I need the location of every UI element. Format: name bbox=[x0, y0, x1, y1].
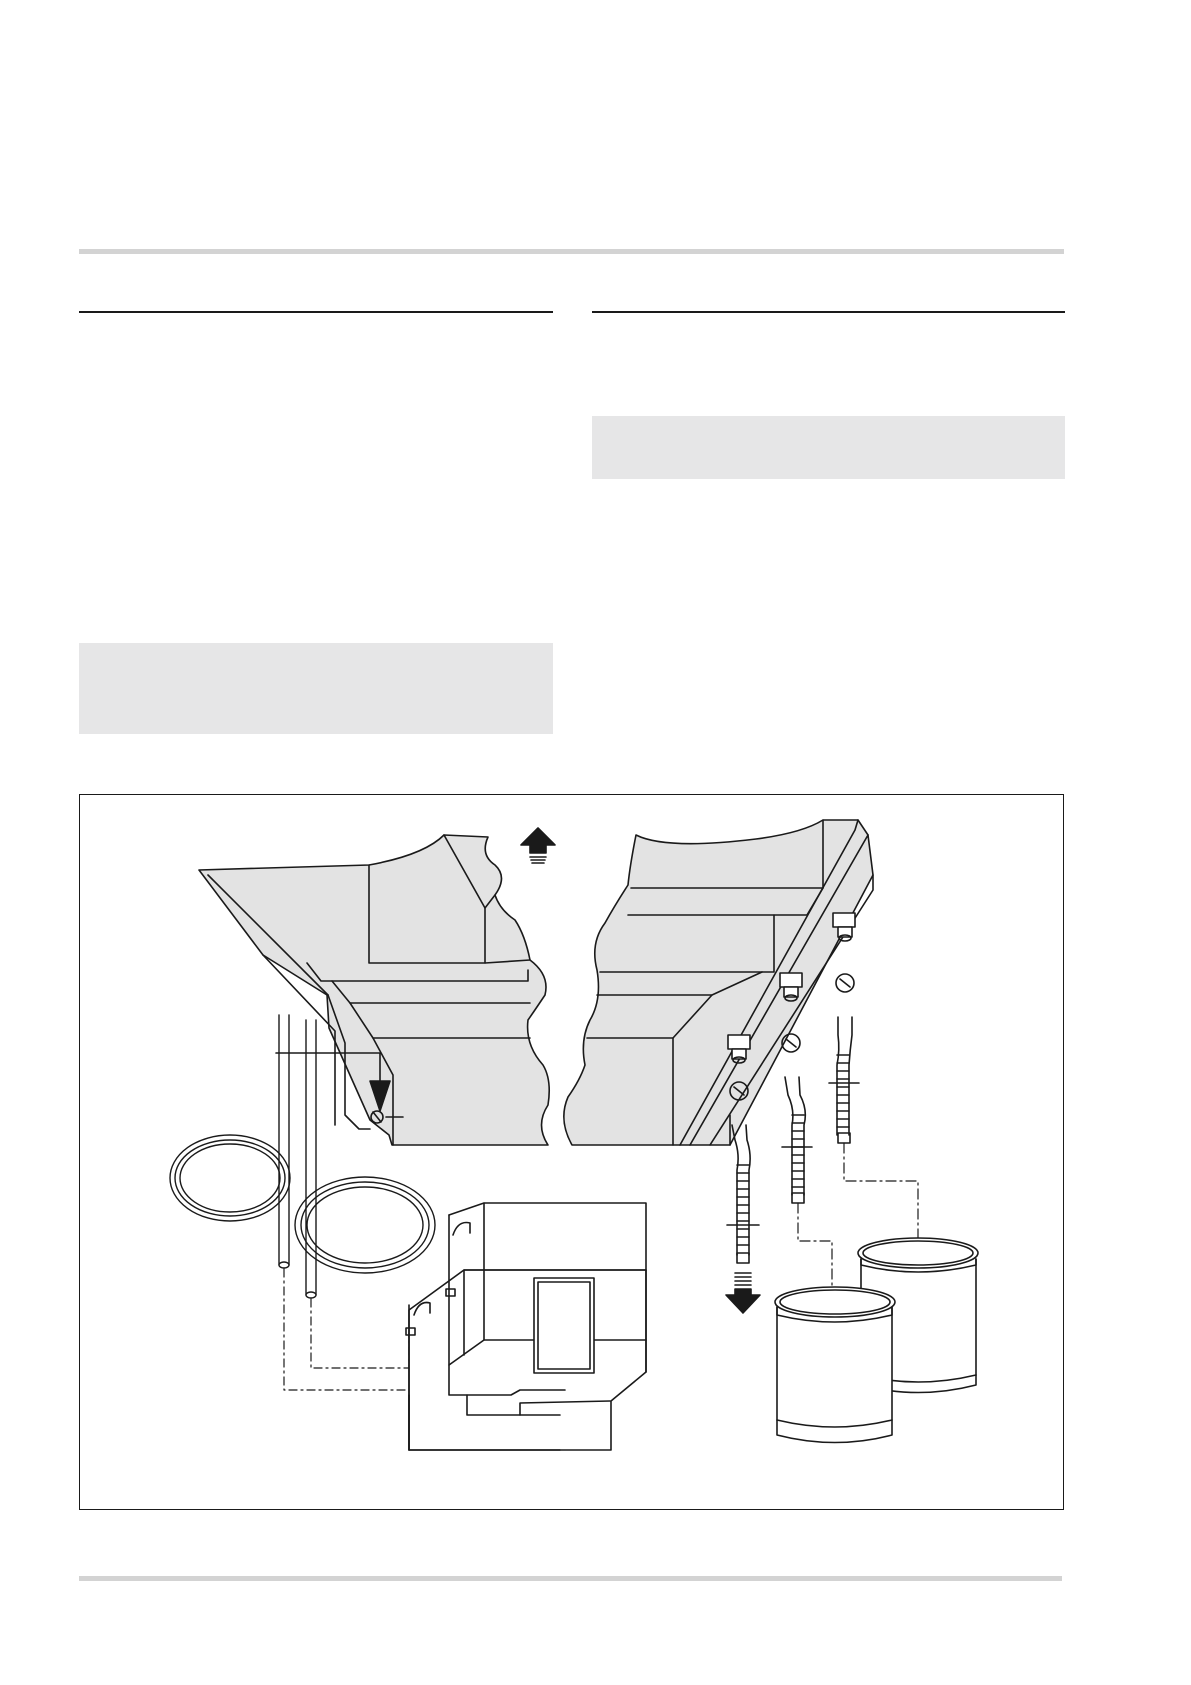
right-column-heading-rule bbox=[592, 311, 1065, 313]
installation-illustration bbox=[80, 795, 1065, 1511]
left-column-heading-rule bbox=[79, 311, 553, 313]
top-rule bbox=[79, 249, 1064, 254]
down-arrow-icon bbox=[726, 1273, 760, 1313]
left-sink-section bbox=[199, 835, 549, 1145]
left-note-box bbox=[79, 643, 553, 734]
bottom-rule bbox=[79, 1576, 1062, 1581]
installation-figure bbox=[79, 794, 1064, 1510]
right-sink-section bbox=[564, 820, 873, 1145]
collection-containers bbox=[775, 1238, 978, 1443]
right-note-box bbox=[592, 416, 1065, 479]
up-arrow-icon bbox=[521, 828, 555, 863]
water-box bbox=[406, 1203, 646, 1450]
